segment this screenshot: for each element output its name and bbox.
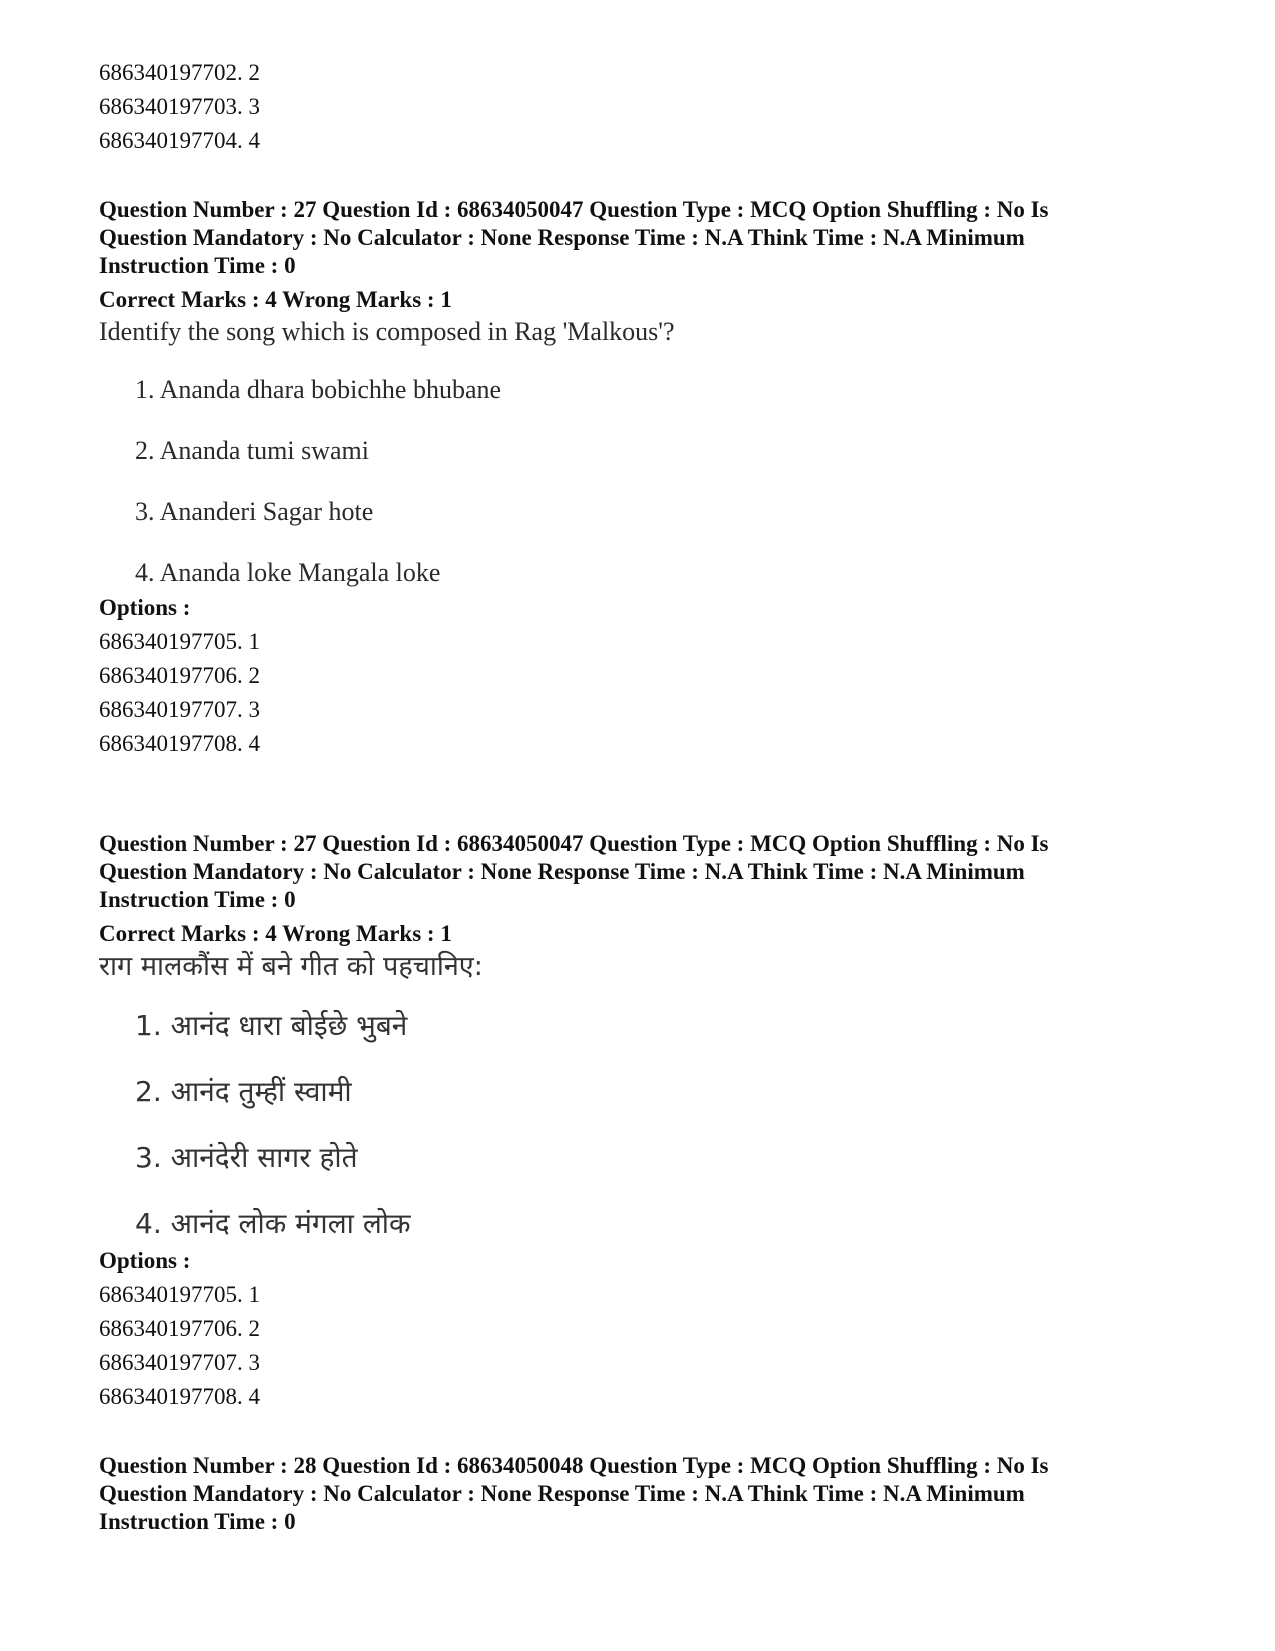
previous-options-list — [99, 56, 260, 158]
question-header-line: Instruction Time : 0 — [99, 253, 296, 278]
answer-choice: 1. आनंद धारा बोईछे भुबने — [135, 1009, 408, 1042]
answer-choice: 2. Ananda tumi swami — [135, 436, 369, 465]
option-line: 686340197708. 4 — [99, 731, 260, 756]
option-line: 686340197705. 1 — [99, 1282, 260, 1307]
option-line: 686340197707. 3 — [99, 697, 260, 722]
question-header-line: Instruction Time : 0 — [99, 1509, 296, 1534]
option-line: 686340197706. 2 — [99, 663, 260, 688]
question-block-hindi — [99, 830, 1179, 1414]
answer-choice: 2. आनंद तुम्हीं स्वामी — [135, 1075, 352, 1108]
answer-choice: 3. आनंदेरी सागर होते — [135, 1141, 358, 1174]
option-line: 686340197702. 2 — [99, 60, 260, 85]
marks-line: Correct Marks : 4 Wrong Marks : 1 — [99, 921, 452, 946]
question-header-line: Question Number : 28 Question Id : 68634050048 Question Type : MCQ Option Shuffling : No Is — [99, 1453, 1049, 1478]
option-line: 686340197708. 4 — [99, 1384, 260, 1409]
marks-line: Correct Marks : 4 Wrong Marks : 1 — [99, 287, 452, 312]
question-text: Identify the song which is composed in Rag 'Malkous'? — [99, 317, 675, 346]
answer-choice: 3. Ananderi Sagar hote — [135, 497, 374, 526]
question-block-english — [99, 196, 1179, 761]
question-header-line: Instruction Time : 0 — [99, 887, 296, 912]
answer-choice: 4. आनंद लोक मंगला लोक — [135, 1207, 411, 1240]
option-line: 686340197705. 1 — [99, 629, 260, 654]
options-label: Options : — [99, 595, 191, 620]
question-text: राग मालकौंस में बने गीत को पहचानिए: — [99, 951, 483, 982]
question-header-line: Question Mandatory : No Calculator : None Response Time : N.A Think Time : N.A Minimum — [99, 859, 1025, 884]
question-header-line: Question Number : 27 Question Id : 68634050047 Question Type : MCQ Option Shuffling : No Is — [99, 197, 1049, 222]
option-line: 686340197707. 3 — [99, 1350, 260, 1375]
question-header-line: Question Mandatory : No Calculator : None Response Time : N.A Think Time : N.A Minimum — [99, 1481, 1025, 1506]
option-line: 686340197703. 3 — [99, 94, 260, 119]
answer-choice: 1. Ananda dhara bobichhe bhubane — [135, 375, 502, 404]
option-line: 686340197704. 4 — [99, 128, 260, 153]
answer-choice: 4. Ananda loke Mangala loke — [135, 558, 441, 587]
question-header-line: Question Number : 27 Question Id : 68634050047 Question Type : MCQ Option Shuffling : No Is — [99, 831, 1049, 856]
question-block-next — [99, 1452, 1179, 1536]
option-line: 686340197706. 2 — [99, 1316, 260, 1341]
question-header-line: Question Mandatory : No Calculator : None Response Time : N.A Think Time : N.A Minimum — [99, 225, 1025, 250]
options-label: Options : — [99, 1248, 191, 1273]
